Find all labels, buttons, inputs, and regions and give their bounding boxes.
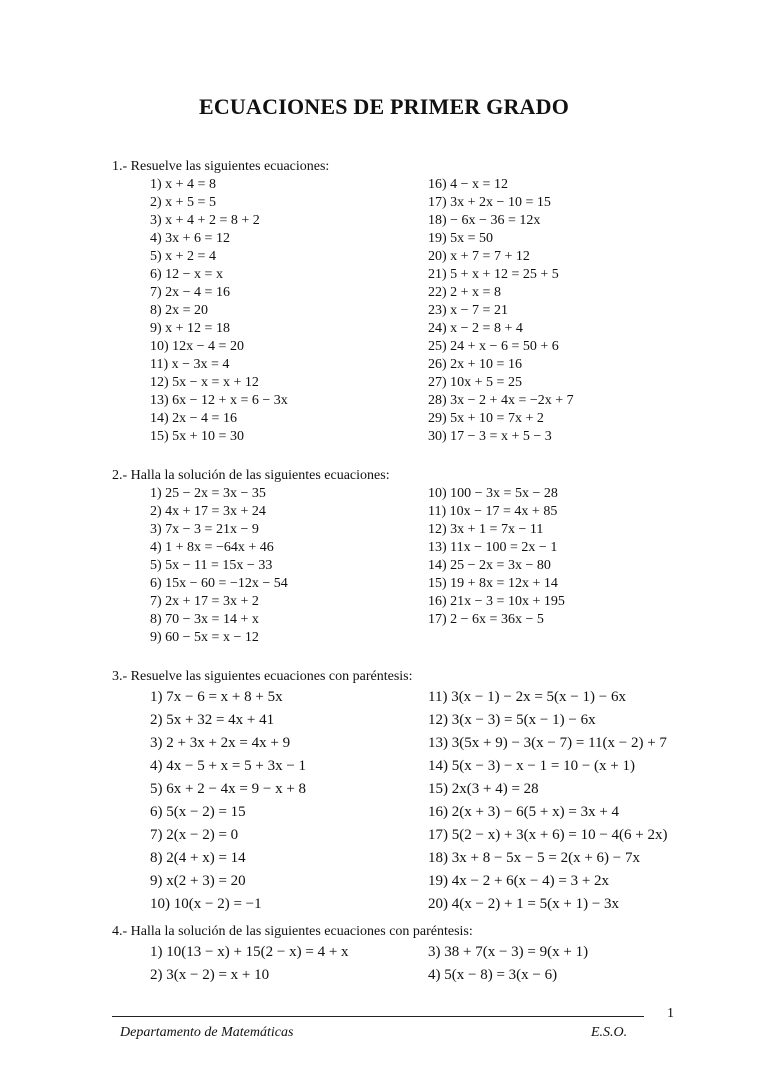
equation-list: [112, 686, 712, 916]
equation-right: 20) 4(x − 2) + 1 = 5(x + 1) − 3x: [428, 896, 620, 912]
equation-left: 8) 2(4 + x) = 14: [150, 850, 246, 866]
equation-list: [112, 941, 712, 987]
equation-left: 9) 60 − 5x = x − 12: [150, 630, 259, 645]
equation-list: [112, 485, 712, 647]
equation-left: 2) 4x + 17 = 3x + 24: [150, 504, 266, 519]
equation-left: 1) 10(13 − x) + 15(2 − x) = 4 + x: [150, 944, 349, 960]
equation-left: 4) 3x + 6 = 12: [150, 231, 230, 246]
equation-left: 5) x + 2 = 4: [150, 249, 216, 264]
equation-left: 7) 2(x − 2) = 0: [150, 827, 239, 843]
equation-left: 7) 2x + 17 = 3x + 2: [150, 594, 259, 609]
equation-right: 13) 11x − 100 = 2x − 1: [428, 540, 558, 555]
equation-right: 18) 3x + 8 − 5x − 5 = 2(x + 6) − 7x: [428, 850, 640, 866]
equation-right: 27) 10x + 5 = 25: [428, 375, 522, 390]
equation-left: 3) 7x − 3 = 21x − 9: [150, 522, 259, 537]
equation-row: [112, 686, 712, 709]
equation-right: 26) 2x + 10 = 16: [428, 357, 522, 372]
equation-right: 14) 5(x − 3) − x − 1 = 10 − (x + 1): [428, 758, 635, 774]
equation-left: 14) 2x − 4 = 16: [150, 411, 237, 426]
equation-row: [112, 485, 712, 503]
equation-right: 13) 3(5x + 9) − 3(x − 7) = 11(x − 2) + 7: [428, 735, 667, 751]
section-3: [112, 668, 712, 916]
equation-right: 16) 4 − x = 12: [428, 177, 508, 192]
section-2: [112, 467, 712, 647]
equation-right: 12) 3x + 1 = 7x − 11: [428, 522, 544, 537]
equation-left: 4) 4x − 5 + x = 5 + 3x − 1: [150, 758, 307, 774]
equation-right: 4) 5(x − 8) = 3(x − 6): [428, 967, 558, 983]
equation-right: 12) 3(x − 3) = 5(x − 1) − 6x: [428, 712, 596, 728]
equation-row: [112, 629, 712, 647]
equation-left: 2) x + 5 = 5: [150, 195, 216, 210]
equation-left: 7) 2x − 4 = 16: [150, 285, 230, 300]
equation-left: 9) x + 12 = 18: [150, 321, 230, 336]
equation-row: [112, 611, 712, 629]
page-number: 1: [667, 1006, 674, 1021]
equation-row: [112, 824, 712, 847]
equation-right: 14) 25 − 2x = 3x − 80: [428, 558, 551, 573]
equation-right: 30) 17 − 3 = x + 5 − 3: [428, 429, 552, 444]
equation-left: 5) 6x + 2 − 4x = 9 − x + 8: [150, 781, 307, 797]
equation-right: 16) 2(x + 3) − 6(5 + x) = 3x + 4: [428, 804, 620, 820]
equation-left: 9) x(2 + 3) = 20: [150, 873, 246, 889]
equation-row: [112, 801, 712, 824]
equation-row: [112, 521, 712, 539]
equation-row: [112, 941, 712, 964]
equation-left: 3) x + 4 + 2 = 8 + 2: [150, 213, 260, 228]
section-heading: 4.- Halla la solución de las siguientes ecuaciones con paréntesis:: [112, 924, 473, 939]
equation-row: [112, 428, 712, 446]
equation-row: [112, 212, 712, 230]
equation-row: [112, 248, 712, 266]
equation-row: [112, 176, 712, 194]
equation-row: [112, 847, 712, 870]
footer-level: E.S.O.: [591, 1025, 628, 1040]
equation-left: 1) x + 4 = 8: [150, 177, 216, 192]
equation-right: 23) x − 7 = 21: [428, 303, 508, 318]
equation-row: [112, 755, 712, 778]
equation-row: [112, 302, 712, 320]
equation-row: [112, 320, 712, 338]
equation-left: 11) x − 3x = 4: [150, 357, 230, 372]
page-title: ECUACIONES DE PRIMER GRADO: [198, 94, 570, 119]
equation-left: 10) 10(x − 2) = −1: [150, 896, 262, 912]
equation-row: [112, 374, 712, 392]
equation-left: 8) 2x = 20: [150, 303, 209, 318]
equation-left: 1) 25 − 2x = 3x − 35: [150, 486, 266, 501]
equation-right: 20) x + 7 = 7 + 12: [428, 249, 530, 264]
equation-row: [112, 575, 712, 593]
equation-row: [112, 194, 712, 212]
equation-row: [112, 284, 712, 302]
equation-right: 11) 3(x − 1) − 2x = 5(x − 1) − 6x: [428, 689, 626, 705]
equation-left: 15) 5x + 10 = 30: [150, 429, 244, 444]
equation-left: 3) 2 + 3x + 2x = 4x + 9: [150, 735, 291, 751]
section-4: [112, 923, 712, 987]
equation-row: [112, 778, 712, 801]
section-heading: 3.- Resuelve las siguientes ecuaciones con paréntesis:: [112, 669, 413, 684]
equation-left: 13) 6x − 12 + x = 6 − 3x: [150, 393, 288, 408]
equation-left: 12) 5x − x = x + 12: [150, 375, 259, 390]
equation-row: [112, 539, 712, 557]
equation-left: 1) 7x − 6 = x + 8 + 5x: [150, 689, 283, 705]
equation-row: [112, 338, 712, 356]
section-heading: 2.- Halla la solución de las siguientes ecuaciones:: [112, 468, 390, 483]
section-1: [112, 158, 712, 446]
equation-right: 21) 5 + x + 12 = 25 + 5: [428, 267, 559, 282]
equation-left: 6) 12 − x = x: [150, 267, 223, 282]
equation-left: 8) 70 − 3x = 14 + x: [150, 612, 259, 627]
equation-row: [112, 356, 712, 374]
equation-left: 10) 12x − 4 = 20: [150, 339, 244, 354]
equation-right: 16) 21x − 3 = 10x + 195: [428, 594, 565, 609]
equation-right: 3) 38 + 7(x − 3) = 9(x + 1): [428, 944, 589, 960]
equation-right: 17) 5(2 − x) + 3(x + 6) = 10 − 4(6 + 2x): [428, 827, 668, 843]
equation-right: 19) 4x − 2 + 6(x − 4) = 3 + 2x: [428, 873, 610, 889]
equation-right: 22) 2 + x = 8: [428, 285, 501, 300]
footer-department: Departamento de Matemáticas: [120, 1025, 294, 1040]
equation-row: [112, 893, 712, 916]
equation-row: [112, 392, 712, 410]
equation-right: 29) 5x + 10 = 7x + 2: [428, 411, 544, 426]
equation-left: 2) 5x + 32 = 4x + 41: [150, 712, 275, 728]
equation-row: [112, 266, 712, 284]
equation-row: [112, 732, 712, 755]
equation-left: 5) 5x − 11 = 15x − 33: [150, 558, 273, 573]
equation-right: 15) 19 + 8x = 12x + 14: [428, 576, 558, 591]
section-heading: 1.- Resuelve las siguientes ecuaciones:: [112, 159, 330, 174]
equation-row: [112, 870, 712, 893]
equation-row: [112, 557, 712, 575]
equation-right: 17) 3x + 2x − 10 = 15: [428, 195, 551, 210]
equation-list: [112, 176, 712, 446]
equation-right: 17) 2 − 6x = 36x − 5: [428, 612, 544, 627]
equation-right: 24) x − 2 = 8 + 4: [428, 321, 523, 336]
equation-row: [112, 410, 712, 428]
equation-row: [112, 709, 712, 732]
equation-right: 10) 100 − 3x = 5x − 28: [428, 486, 558, 501]
footer-divider: [112, 1016, 644, 1017]
equation-row: [112, 503, 712, 521]
equation-left: 6) 5(x − 2) = 15: [150, 804, 246, 820]
equation-right: 19) 5x = 50: [428, 231, 494, 246]
equation-right: 25) 24 + x − 6 = 50 + 6: [428, 339, 559, 354]
equation-right: 11) 10x − 17 = 4x + 85: [428, 504, 558, 519]
equation-row: [112, 593, 712, 611]
equation-right: 18) − 6x − 36 = 12x: [428, 213, 541, 228]
equation-left: 6) 15x − 60 = −12x − 54: [150, 576, 288, 591]
equation-right: 15) 2x(3 + 4) = 28: [428, 781, 539, 797]
equation-right: 28) 3x − 2 + 4x = −2x + 7: [428, 393, 574, 408]
equation-row: [112, 964, 712, 987]
equation-row: [112, 230, 712, 248]
equation-left: 2) 3(x − 2) = x + 10: [150, 967, 270, 983]
equation-left: 4) 1 + 8x = −64x + 46: [150, 540, 274, 555]
